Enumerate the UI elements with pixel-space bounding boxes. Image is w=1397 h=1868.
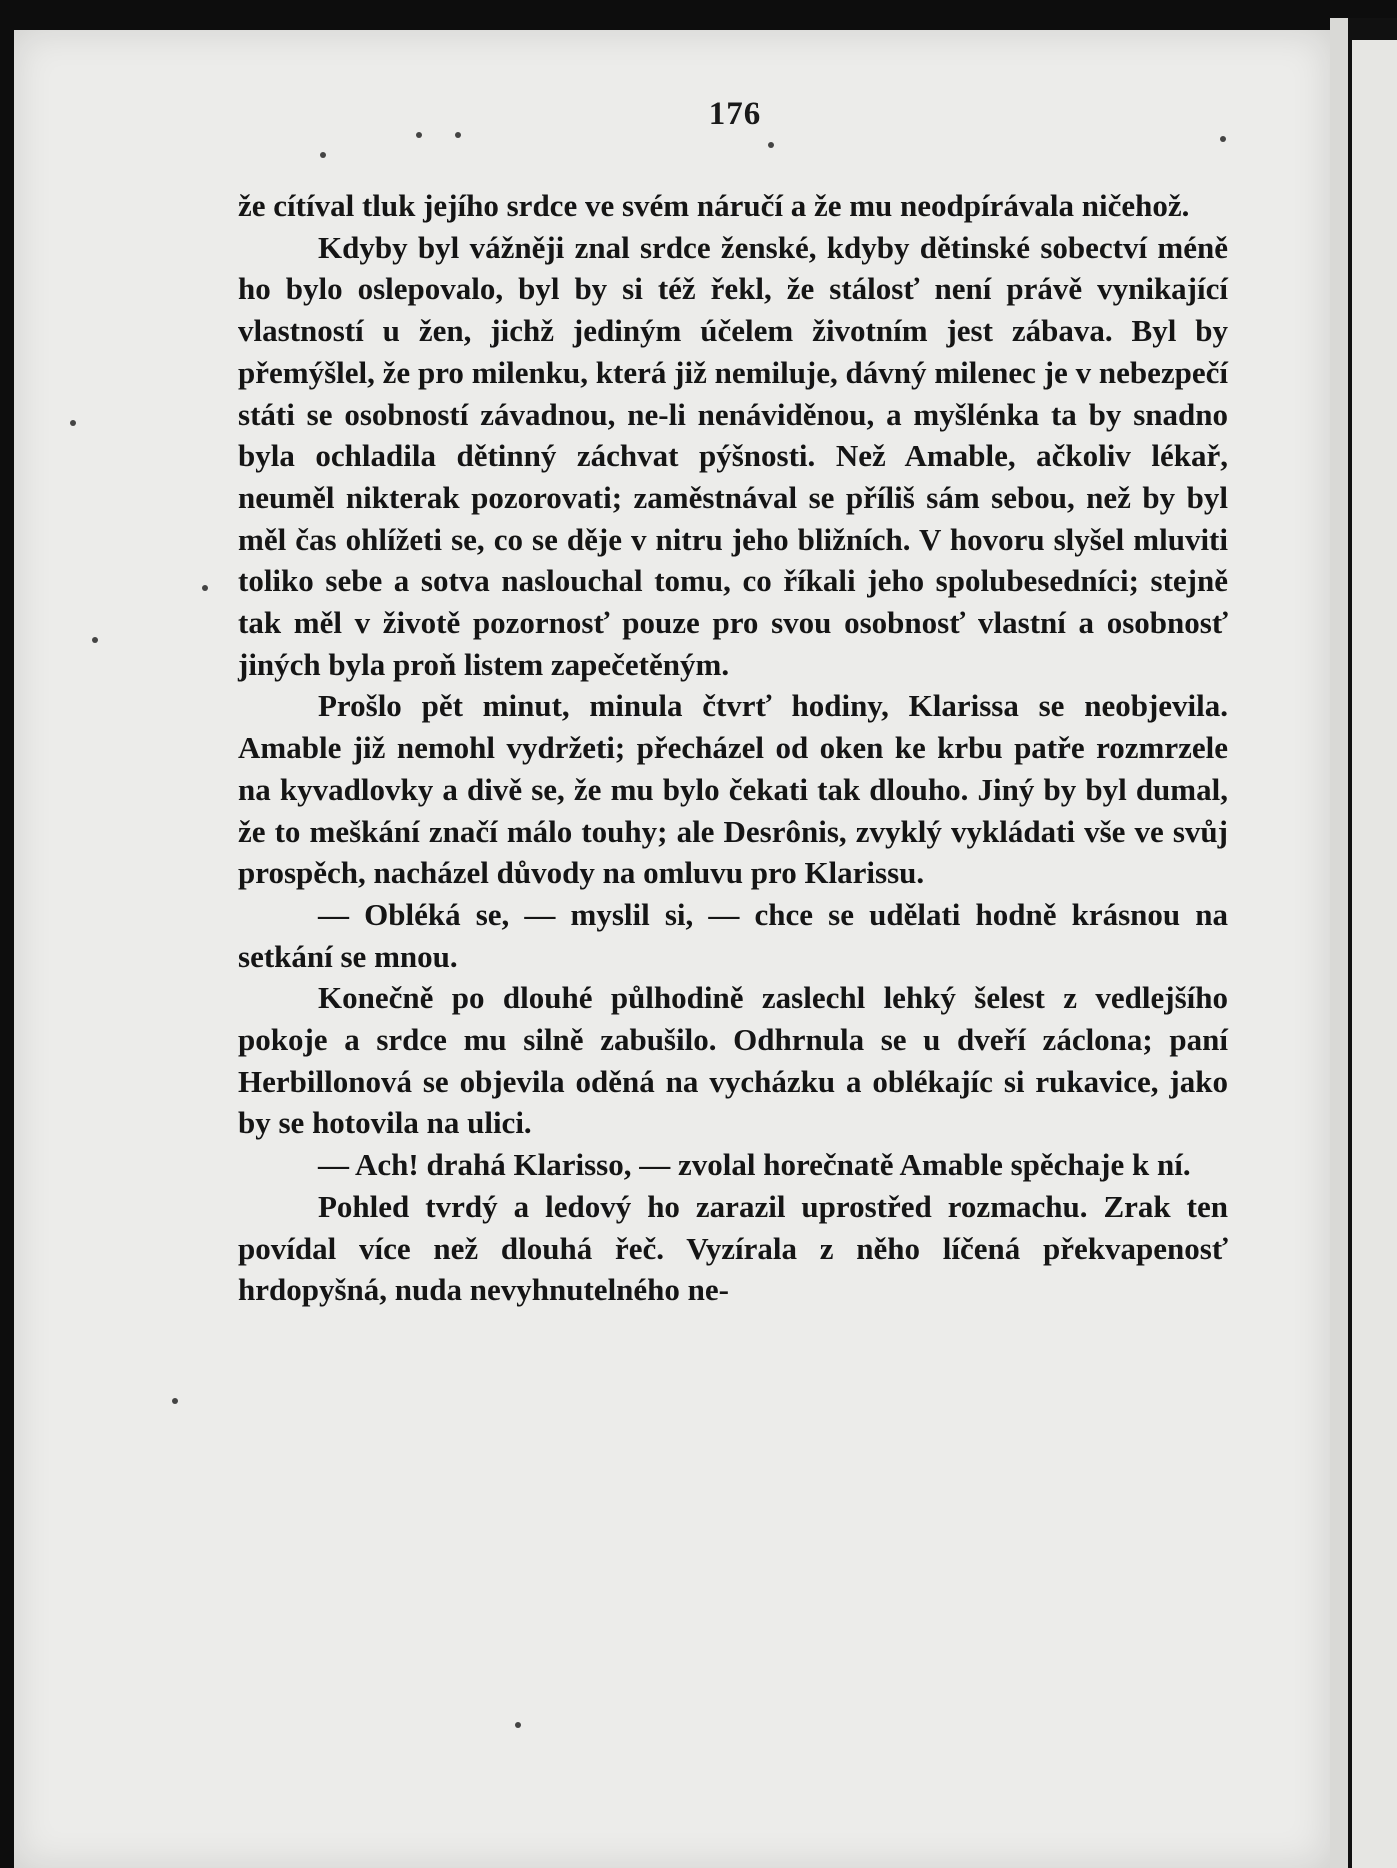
- paragraph: — Obléká se, — myslil si, — chce se udělati hodně krásnou na setkání se mnou.: [238, 896, 1228, 974]
- scan-speck: [515, 1722, 521, 1728]
- page-edge: [1330, 18, 1348, 1868]
- scan-speck: [320, 152, 326, 158]
- scan-speck: [92, 637, 98, 643]
- paragraph: Prošlo pět minut, minula čtvrť hodiny, Klarissa se neobjevila. Amable již nemohl vydržeti; přecházel od oken ke krbu patře rozmrzele na kyvadlovky a divě se, že mu bylo čekati tak dlouho. Jiný by byl dumal, že to meškání značí málo touhy; ale Desrônis, zvyklý vykládati vše ve svůj prospěch, nacházel důvody na omluvu pro Klarissu.: [238, 688, 1228, 891]
- scan-speck: [1220, 136, 1226, 142]
- paragraph: Kdyby byl vážněji znal srdce ženské, kdyby dětinské sobectví méně ho bylo oslepovalo, byl by si též řekl, že stálosť není právě vynikající vlastností u žen, jichž jediným účelem životním jest zábava. Byl by přemýšlel, že pro milenku, která již nemiluje, dávný milenec je v nebezpečí státi se osobností závadnou, ne-li nenáviděnou, a myšlénka ta by snadno byla ochladila dětinný záchvat pýšnosti. Než Amable, ačkoliv lékař, neuměl nikterak pozorovati; zaměstnával se příliš sám sebou, než by byl měl čas ohlížeti se, co se děje v nitru jeho bližních. V hovoru slyšel mluviti toliko sebe a sotva naslouchal tomu, co říkali jeho spolubesedníci; stejně tak měl v životě pozornosť pouze pro svou osobnosť vlastní a osobnosť jiných byla proň listem zapečetěným.: [238, 229, 1228, 682]
- paragraph: Konečně po dlouhé půlhodině zaslechl lehký šelest z vedlejšího pokoje a srdce mu silně zabušilo. Odhrnula se u dveří záclona; paní Herbillonová se objevila oděná na vycházku a oblékajíc si rukavice, jako by se hotovila na ulici.: [238, 980, 1228, 1141]
- scan-speck: [202, 585, 208, 591]
- next-page-edge: [1352, 40, 1397, 1868]
- scan-speck: [768, 142, 774, 148]
- scan-speck: [70, 420, 76, 426]
- scan-speck: [455, 132, 461, 138]
- page-number: 176: [708, 96, 762, 132]
- scan-speck: [172, 1398, 178, 1404]
- scan-speck: [416, 132, 422, 138]
- paragraph: že cítíval tluk jejího srdce ve svém náručí a že mu neodpírávala ničehož.: [238, 188, 1190, 223]
- paragraph: — Ach! drahá Klarisso, — zvolal horečnatě Amable spěchaje k ní.: [318, 1147, 1191, 1183]
- body-text: [238, 185, 1228, 1311]
- paragraph: Pohled tvrdý a ledový ho zarazil uprostřed rozmachu. Zrak ten povídal více než dlouhá řeč. Vyzírala z něho líčená překvapenosť hrdopyšná, nuda nevyhnutelného ne-: [238, 1188, 1228, 1308]
